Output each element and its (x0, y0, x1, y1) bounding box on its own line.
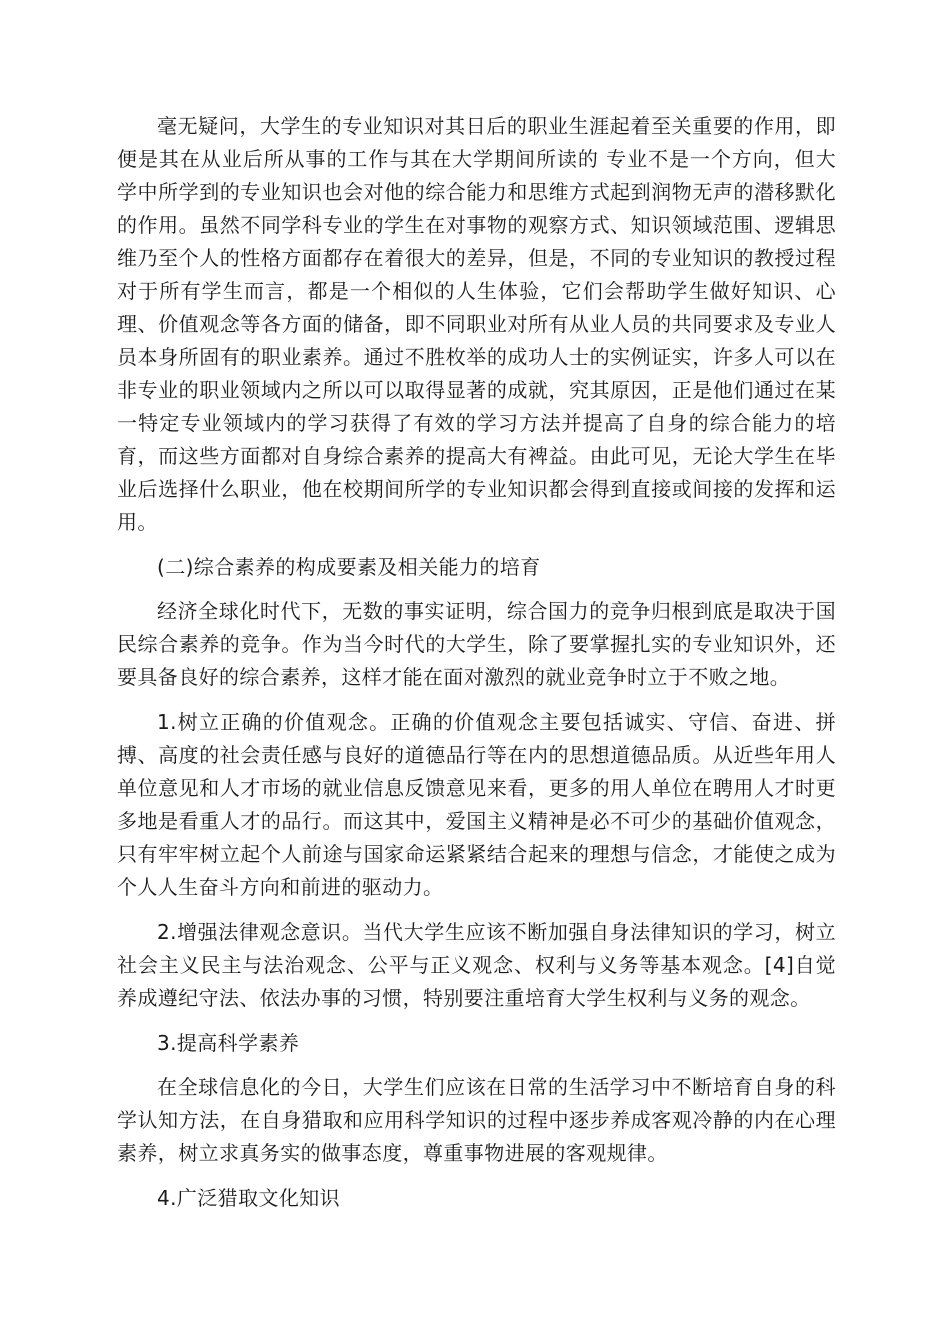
section-heading-comprehensive-literacy: (二)综合素养的构成要素及相关能力的培育 (157, 555, 541, 579)
paragraph-values: 1.树立正确的价值观念。正确的价值观念主要包括诚实、守信、奋进、拼搏、高度的社会责任感与良好的道德品行等在内的思想道德品质。从近些年用人单位意见和人才市场的就业信息反馈意见来看，更多的用人单位在聘用人才时更多地是看重人才的品行。而这其中，爱国主义精神是必不可少的基础价值观念，只有牢牢树立起个人前途与国家命运紧紧结合起来的理想与信念，才能使之成为个人人生奋斗方向和前进的驱动力。 (117, 710, 836, 899)
paragraph-globalization: 经济全球化时代下，无数的事实证明，综合国力的竞争归根到底是取决于国民综合素养的竞争。作为当今时代的大学生，除了要掌握扎实的专业知识外，还要具备良好的综合素养，这样才能在面对激烈的就业竞争时立于不败之地。 (117, 599, 836, 689)
paragraph-legal-awareness: 2.增强法律观念意识。当代大学生应该不断加强自身法律知识的学习，树立社会主义民主与法治观念、公平与正义观念、权利与义务等基本观念。[4]自觉养成遵纪守法、依法办事的习惯，特别要注重培育大学生权利与义务的观念。 (117, 920, 836, 1010)
paragraph-scientific-literacy: 在全球信息化的今日，大学生们应该在日常的生活学习中不断培育自身的科学认知方法，在自身猎取和应用科学知识的过程中逐步养成客观冷静的内在心理素养，树立求真务实的做事态度，尊重事物进展的客观规律。 (117, 1075, 836, 1165)
subheading-scientific-literacy: 3.提高科学素养 (157, 1031, 300, 1055)
subheading-cultural-knowledge: 4.广泛猎取文化知识 (157, 1186, 341, 1210)
paragraph-professional-knowledge: 毫无疑问，大学生的专业知识对其日后的职业生涯起着至关重要的作用，即便是其在从业后所从事的工作与其在大学期间所读的 专业不是一个方向，但大学中所学到的专业知识也会对他的综合能力和思维方式起到润物无声的潜移默化的作用。虽然不同学科专业的学生在对事物的观察方式、知识领域范围、逻辑思维乃至个人的性格方面都存在着很大的差异，但是，不同的专业知识的教授过程对于所有学生而言，都是一个相似的人生体验，它们会帮助学生做好知识、心理、价值观念等各方面的储备，即不同职业对所有从业人员的共同要求及专业人员本身所固有的职业素养。通过不胜枚举的成功人士的实例证实，许多人可以在非专业的职业领域内之所以可以取得显著的成就，究其原因，正是他们通过在某一特定专业领域内的学习获得了有效的学习方法并提高了自身的综合能力的培育，而这些方面都对自身综合素养的提高大有裨益。由此可见，无论大学生在毕业后选择什么职业，他在校期间所学的专业知识都会得到直接或间接的发挥和运用。 (117, 114, 836, 534)
